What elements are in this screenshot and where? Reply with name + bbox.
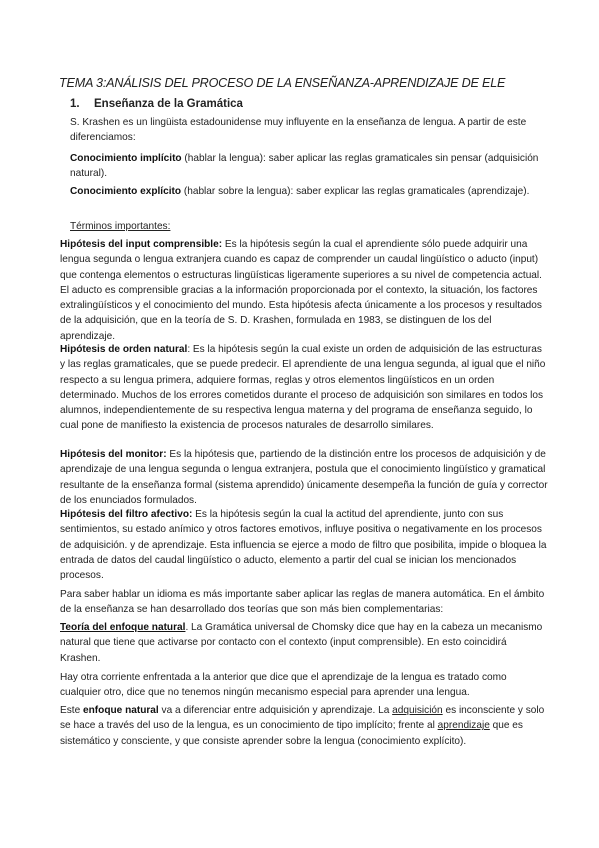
monitor-text: Es la hipótesis que, partiendo de la distinción entre los procesos de adquisición y de aprendizaje de una lengua segunda o lengua extranjera, postula que el conocimiento lingüístico y gramatical resultante de la enseñanza formal (sistema aprendido) únicamente desempeña la función de guía y corrector de los enunciados formulados. — [60, 449, 548, 506]
natural-approach-theory-paragraph — [60, 620, 548, 666]
input-text: Es la hipótesis según la cual el aprendiente sólo puede adquirir una lengua segunda o lengua extranjera cuando es capaz de comprender un caudal lingüístico o aducto (input) que contenga elementos o estructuras lingüísticas ligeramente superiores a su nivel de competencia actual. El aducto es comprensible gracias a la información proporcionada por el contexto, la situación, los factores extralingüísticos y el conocimiento del mundo. Esta hipótesis afecta únicamente a los procesos y resultados de la adquisición, que en la teoría de S. D. Krashen, formulada en 1983, se distinguen de los del aprendizaje. — [60, 239, 542, 342]
monitor-term: Hipótesis del monitor: — [60, 449, 167, 460]
final-text-3: es inconsciente y solo se hace a través del uso de la lengua, es un conocimiento de tipo implícito; frente al — [60, 705, 545, 732]
affective-filter-paragraph — [60, 507, 548, 583]
theory-term: Teoría del enfoque natural — [60, 622, 186, 633]
input-hypothesis-paragraph — [60, 237, 548, 344]
implicit-text: (hablar la lengua): saber aplicar las reglas gramaticales sin pensar (adquisición natural). — [70, 153, 539, 180]
order-term: Hipótesis de orden natural — [60, 344, 188, 355]
filter-term: Hipótesis del filtro afectivo: — [60, 509, 193, 520]
document-title: TEMA 3:ANÁLISIS DEL PROCESO DE LA ENSEÑANZA-APRENDIZAJE DE ELE — [59, 76, 506, 90]
monitor-hypothesis-paragraph — [60, 447, 548, 508]
acquisition-vs-learning-paragraph — [60, 703, 548, 749]
important-terms-heading: Términos importantes: — [70, 221, 171, 232]
section-heading-text: Enseñanza de la Gramática — [94, 98, 243, 110]
filter-text: Es la hipótesis según la cual la actitud del aprendiente, junto con sus sentimientos, su estado anímico y otros factores emotivos, influye positiva o negativamente en los procesos de adquisición. y de aprendizaje. Esta influencia se ejerce a modo de filtro que posibilita, impide o bloquea la entrada de datos del caudal lingüístico o aducto, elemento a partir del cual se inician los mencionados procesos. — [60, 509, 547, 582]
input-term: Hipótesis del input comprensible: — [60, 239, 223, 250]
explicit-text: (hablar sobre la lengua): saber explicar las reglas gramaticales (aprendizaje). — [181, 186, 530, 197]
intro-paragraph: S. Krashen es un lingüista estadounidense muy influyente en la enseñanza de lengua. A partir de este diferenciamos: — [70, 117, 527, 144]
natural-approach-term: enfoque natural — [83, 705, 159, 716]
opposing-current-paragraph: Hay otra corriente enfrentada a la anterior que dice que el aprendizaje de la lengua es tratado como cualquier otro, dice que no tenemos ningún mecanismo especial para aprender una lengua. — [60, 672, 507, 699]
order-text: : Es la hipótesis según la cual existe un orden de adquisición de las estructuras y las reglas gramaticales, que se puede predecir. El aprendiente de una lengua segunda, al igual que el niño respecto a su lengua primera, adquiere formas, reglas y otros elementos lingüísticos en un orden determinado. Muchos de los errores cometidos durante el proceso de adquisición son similares en todos los alumnos, independientemente de su respectiva lengua materna y del programa de enseñanza seguido, lo cual pone de manifiesto la existencia de procesos naturales de desarrollo similares. — [60, 344, 546, 432]
final-text-1: Este — [60, 705, 84, 716]
automatic-rules-paragraph: Para saber hablar un idioma es más importante saber aplicar las reglas de manera automática. En el ámbito de la enseñanza se han desarrollado dos teorías que son más bien complementarias: — [60, 589, 545, 616]
final-text-2: va a diferenciar entre adquisición y aprendizaje. La — [158, 705, 393, 716]
implicit-knowledge-paragraph — [70, 151, 548, 182]
implicit-term: Conocimiento implícito — [70, 153, 182, 164]
final-text-4: que es sistemático y consciente, y que consiste aprender sobre la lengua (conocimiento explícito). — [60, 720, 523, 747]
learning-term: aprendizaje — [437, 720, 490, 732]
explicit-knowledge-paragraph — [70, 184, 548, 199]
explicit-term: Conocimiento explícito — [70, 186, 182, 197]
acquisition-term: adquisición — [392, 705, 443, 716]
section-number: 1. — [70, 98, 80, 110]
section-heading — [70, 98, 243, 110]
natural-order-paragraph — [60, 342, 548, 434]
theory-text: . La Gramática universal de Chomsky dice que hay en la cabeza un mecanismo natural que tiene que activarse por contacto con el contexto (input comprensible). En esto coincidirá Krashen. — [60, 622, 543, 664]
